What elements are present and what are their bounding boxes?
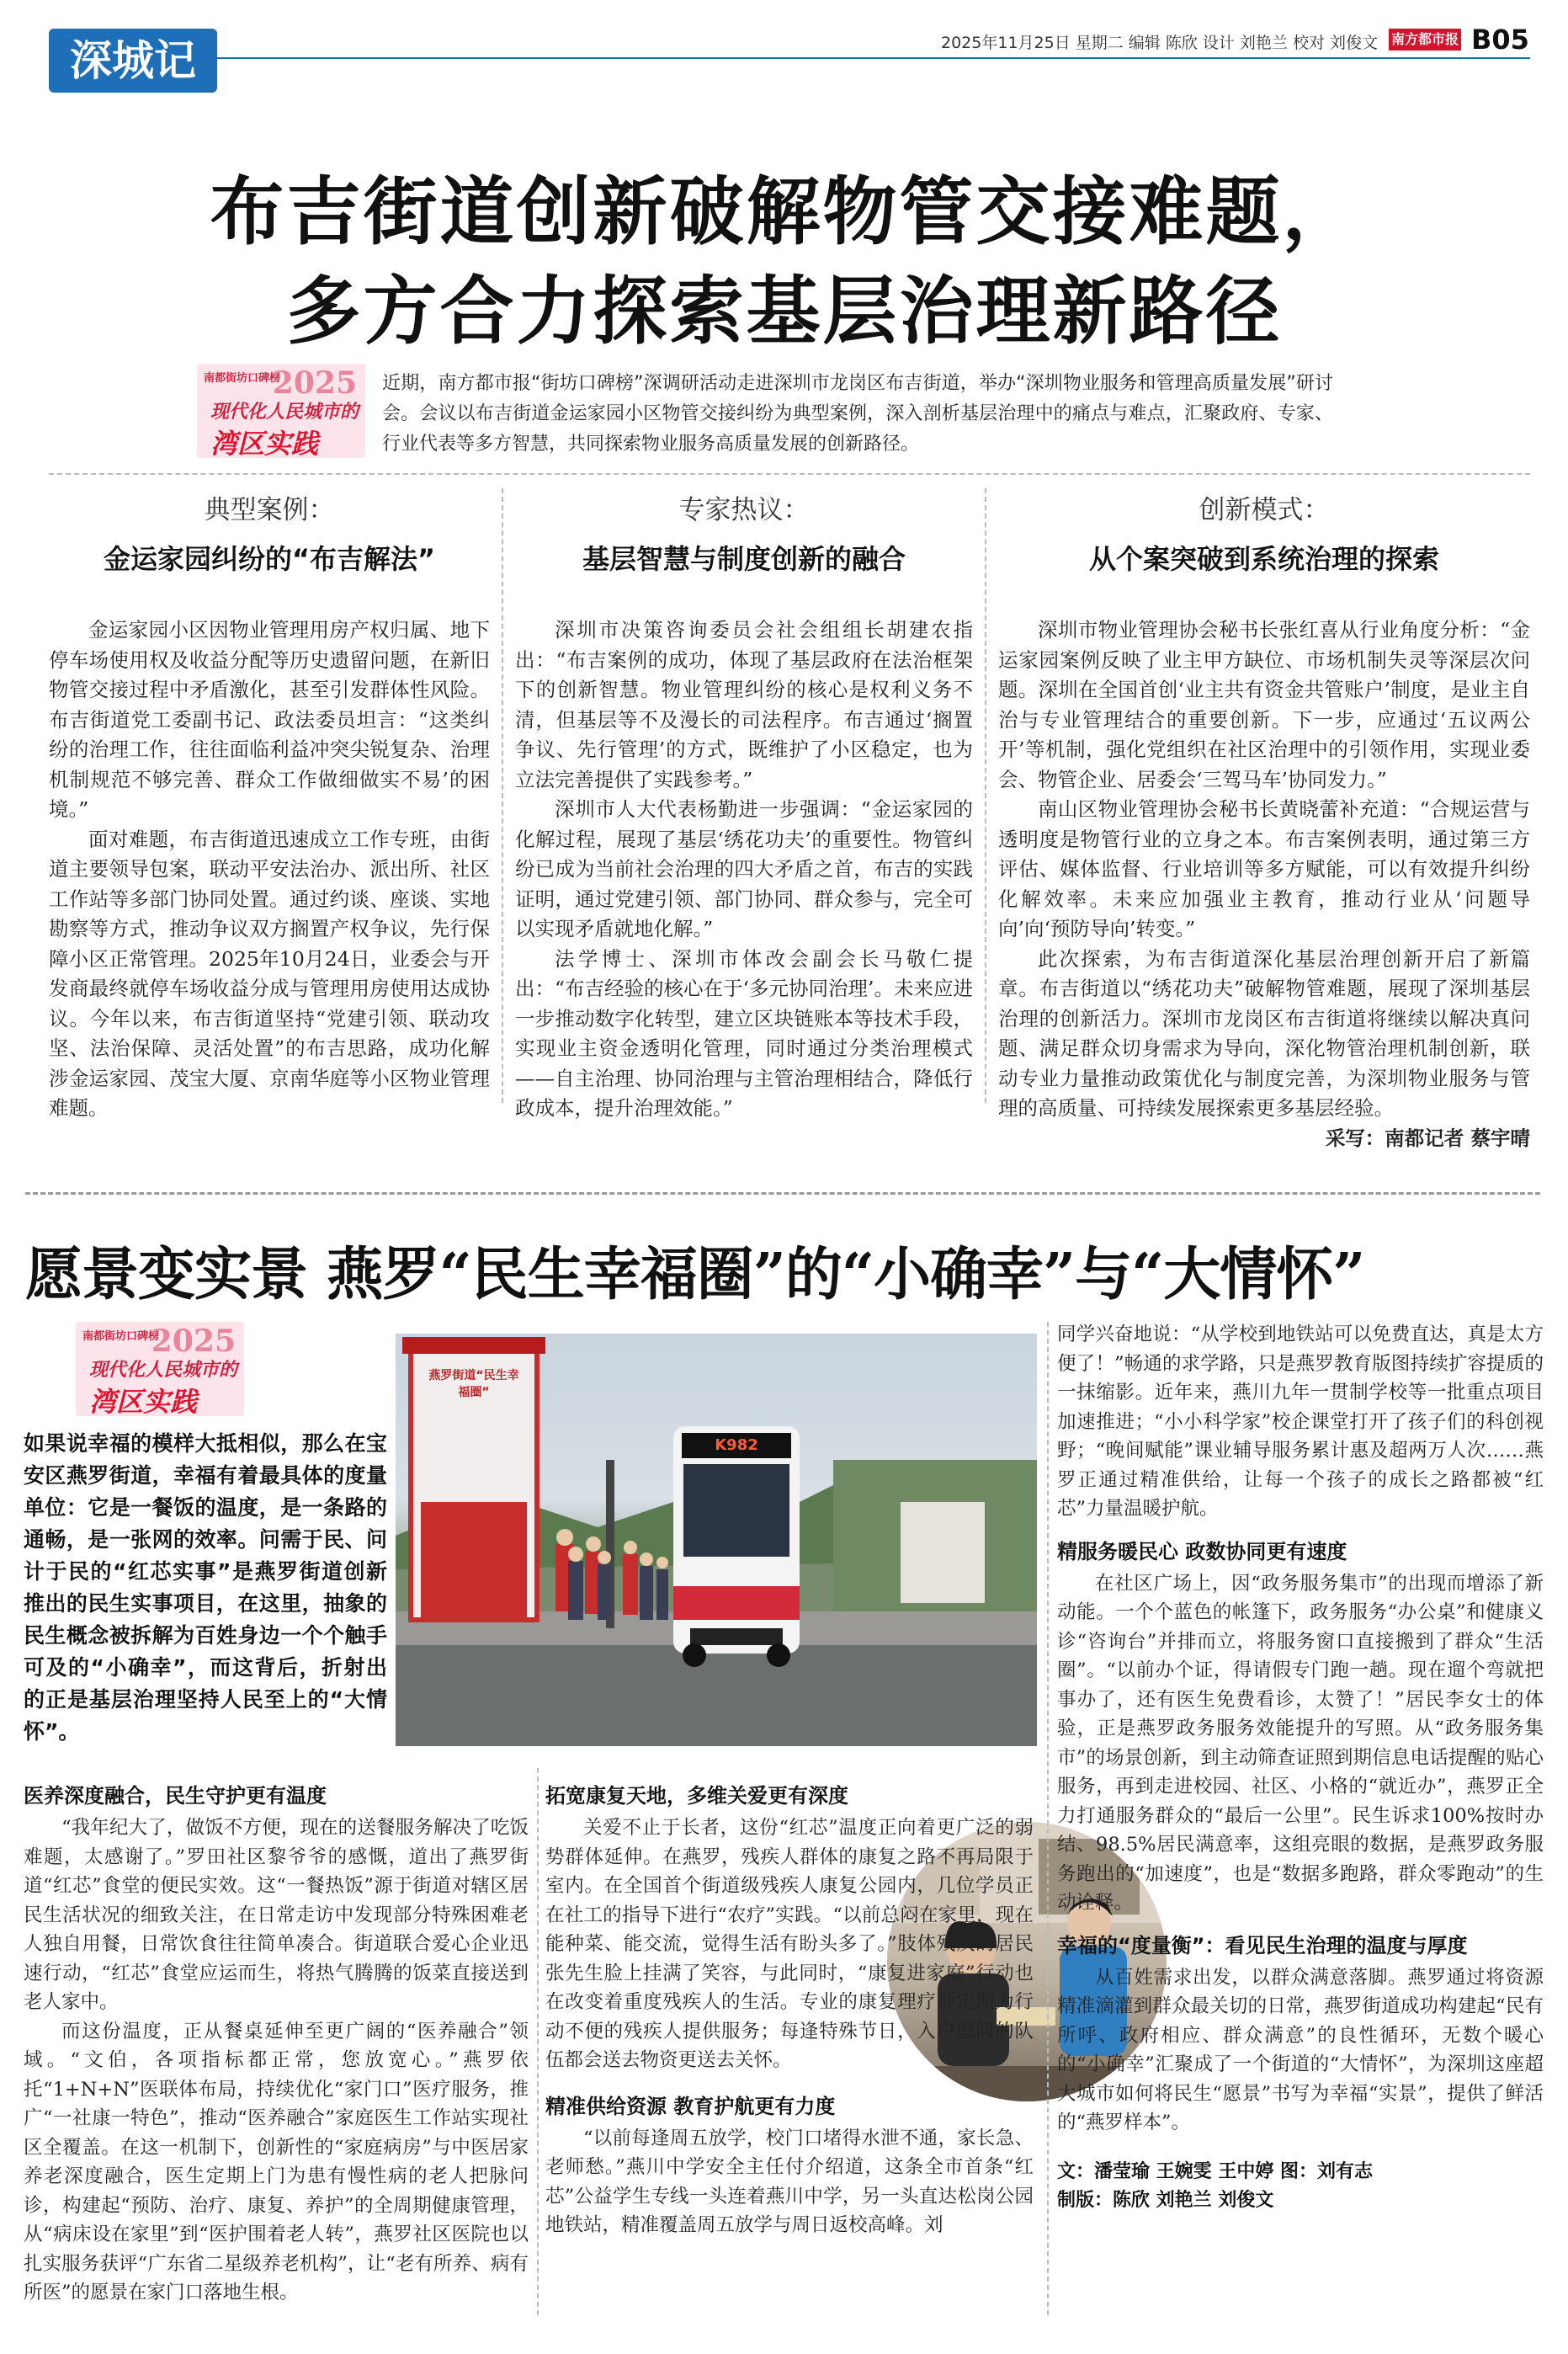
paragraph: 深圳市人大代表杨勤进一步强调：“金运家园的化解过程，展现了基层‘绣花功夫’的重要性。物管纠纷已成为当前社会治理的四大矛盾之首，布吉的实践证明，通过党建引领、部门协同、群众参与，完全可以实现矛盾就地化解。”	[515, 797, 973, 940]
credits-line-1: 文：潘莹瑜 王婉雯 王中婷 图：刘有志	[1057, 2160, 1373, 2182]
sec1-body	[24, 1813, 529, 2308]
col3-byline: 采写：南都记者 蔡宇晴	[1325, 1126, 1530, 1150]
story1-headline-2: 多方合力探索基层治理新路径	[286, 268, 1283, 354]
col3-top-body: 同学兴奋地说：“从学校到地铁站可以免费直达，真是太方便了！”畅通的求学路，只是燕罗教育版图持续扩容提质的一抹缩影。近年来，燕川九年一贯制学校等一批重点项目加速推进；“小小科学家”校企课堂打开了孩子们的科创视野；“晚间赋能”课业辅导服务累计惠及超两万人次……燕罗正通过精准供给，让每一个孩子的成长之路都被“红芯”力量温暖护航。	[1057, 1323, 1544, 1520]
paragraph: 深圳市决策咨询委员会社会组组长胡建农指出：“布吉案例的成功，体现了基层政府在法治框架下的创新智慧。物业管理纠纷的核心是权利义务不清，但基层等不及漫长的司法程序。布吉通过‘搁置争议、先行管理’的方式，既维护了小区稳定，也为立法完善提供了实践参考。”	[515, 618, 973, 791]
col2-title: 基层智慧与制度创新的融合	[582, 543, 906, 575]
story-separator	[25, 1192, 1540, 1195]
story1-col-divider-2	[985, 488, 986, 1103]
badge-line3: 湾区实践	[89, 1386, 198, 1416]
badge-line1: 南都街坊口碑榜	[82, 1330, 160, 1343]
story2-col1	[24, 1781, 529, 2308]
sec2-body	[545, 1813, 1034, 2075]
section-tab: 深城记	[49, 29, 217, 93]
paragraph: 南山区物业管理协会秘书长黄晓蕾补充道：“合规运营与透明度是物管行业的立身之本。布吉案例表明，通过第三方评估、媒体监督、行业培训等多方赋能，可以有效提升纠纷化解效率。未来应加强业主教育，推动行业从‘问题导向’向‘预防导向’转变。”	[998, 797, 1530, 940]
story1-col-divider-1	[502, 488, 503, 1103]
sec4-heading: 精服务暖民心 政数协同更有速度	[1057, 1539, 1347, 1563]
paragraph: “我年纪大了，做饭不方便，现在的送餐服务解决了吃饭难题，太感谢了。”罗田社区黎爷爷的感慨，道出了燕罗街道“红芯”食堂的便民实效。这“一餐热饭”源于街道对辖区居民生活状况的细致关注，在日常走访中发现部分特殊困难老人独自用餐，日常饮食往往简单凑合。街道联合爱心企业迅速行动，“红芯”食堂应运而生，将热气腾腾的饭菜直接送到老人家中。	[24, 1817, 529, 2013]
story1-intro: 近期，南方都市报“街坊口碑榜”深调研活动走进深圳市龙岗区布吉街道，举办“深圳物业服务和管理高质量发展”研讨会。会议以布吉街道金运家园小区物管交接纠纷为典型案例，深入剖析基层治理中的痛点与难点，汇聚政府、专家、行业代表等多方智慧，共同探索物业服务高质量发展的创新路径。	[382, 373, 1333, 455]
col3-kicker: 创新模式：	[1199, 495, 1330, 525]
paragraph: 从百姓需求出发，以群众满意落脚。燕罗通过将资源精准滴灌到群众最关切的日常，燕罗街道成功构建起“民有所呼、政府相应、群众满意”的良性循环，无数个暖心的“小确幸”汇聚成了一个街道的“大情怀”，为深圳这座超大城市如何将民生“愿景”书写为幸福“实景”，提供了鲜活的“燕罗样本”。	[1057, 1966, 1544, 2133]
sec4-body	[1057, 1569, 1544, 1918]
col2-body	[515, 615, 973, 1124]
credits-line-2: 制版：陈欣 刘艳兰 刘俊文	[1057, 2189, 1274, 2211]
col1-title: 金运家园纠纷的“布吉解法”	[103, 543, 436, 575]
col1-kicker: 典型案例：	[204, 495, 335, 525]
bus-route-number: K982	[715, 1436, 758, 1454]
story2-col-divider-1	[537, 1768, 539, 2315]
badge-year: 2025	[151, 1323, 236, 1359]
header-rule	[217, 57, 1530, 59]
story2-col2	[545, 1781, 1034, 2240]
col1-body	[49, 615, 490, 1124]
col3-body	[998, 615, 1530, 1153]
badge-year: 2025	[272, 365, 357, 401]
series-badge	[197, 364, 365, 458]
story1-col1	[49, 488, 490, 1124]
paragraph: 深圳市物业管理协会秘书长张红喜从行业角度分析：“金运家园案例反映了业主甲方缺位、市场机制失灵等深层次问题。深圳在全国首创‘业主共有资金共管账户’制度，是业主自治与专业管理结合的重要创新。下一步，应通过‘五议两公开’等机制，强化党组织在社区治理中的引领作用，实现业委会、物管企业、居委会‘三驾马车’协同发力。”	[998, 618, 1530, 791]
sec2-heading: 拓宽康复天地，多维关爱更有深度	[545, 1784, 848, 1808]
bus-stop-sign: 燕罗街道“民生幸福圈”	[428, 1369, 519, 1399]
sec3-heading: 精准供给资源 教育护航更有力度	[545, 2094, 836, 2118]
col2-kicker: 专家热议：	[678, 495, 810, 525]
paragraph: 金运家园小区因物业管理用房产权归属、地下停车场使用权及收益分配等历史遗留问题，在新旧物管交接过程中矛盾激化，甚至引发群体性风险。布吉街道党工委副书记、政法委员坦言：“这类纠纷的治理工作，往往面临利益冲突尖锐复杂、治理机制规范不够完善、群众工作做细做实不易’的困境。”	[49, 618, 490, 821]
sec3-body	[545, 2124, 1034, 2240]
story1-col3	[998, 488, 1530, 1153]
series-badge-2	[76, 1322, 244, 1416]
badge-line1: 南都街坊口碑榜	[204, 372, 281, 385]
header-meta: 2025年11月25日 星期二 编辑 陈欣 设计 刘艳兰 校对 刘俊文	[941, 34, 1378, 52]
paper-logo: 南方都市报	[1389, 29, 1461, 51]
paragraph: 而这份温度，正从餐桌延伸至更广阔的“医养融合”领域。“文伯，各项指标都正常，您放宽心。”燕罗依托“1+N+N”医联体布局，持续优化“家门口”医疗服务，推广“一社康一特色”，推动“医养融合”家庭医生工作站实现社区全覆盖。在这一机制下，创新性的“家庭病房”与中医居家养老深度融合，医生定期上门为患有慢性病的老人把脉问诊，构建起“预防、治疗、康复、养护”的全周期健康管理，从“病床设在家里”到“医护围着老人转”，燕罗社区医院也以扎实服务获评“广东省二星级养老机构”，让“老有所养、病有所医”的愿景在家门口落地生根。	[24, 2020, 529, 2303]
sec5-body	[1057, 1963, 1544, 2138]
story1-intro-rule	[49, 473, 1530, 475]
badge-line2: 现代化人民城市的	[89, 1360, 238, 1381]
paragraph: 关爱不止于长者，这份“红芯”温度正向着更广泛的弱势群体延伸。在燕罗，残疾人群体的康复之路不再局限于室内。在全国首个街道级残疾人康复公园内，几位学员正在社工的指导下进行“农疗”实践。“以前总闷在家里，现在能种菜、能交流，觉得生活有盼头多了。”肢体残疾的居民张先生脸上挂满了笑容，与此同时，“康复进家庭”行动也在改变着重度残疾人的生活。专业的康复理疗师定期为行动不便的残疾人提供服务；每逢特殊节日，入户慰问的队伍都会送去物资更送去关怀。	[545, 1817, 1034, 2071]
story2-col3	[1057, 1320, 1544, 2215]
story1-col2	[515, 488, 973, 1124]
badge-line3: 湾区实践	[210, 428, 319, 458]
sec5-heading: 幸福的“度量衡”：看见民生治理的温度与厚度	[1057, 1933, 1468, 1957]
story1-headline-1: 布吉街道创新破解物管交接难题，	[210, 168, 1359, 255]
col3-title: 从个案突破到系统治理的探索	[1088, 543, 1439, 575]
paragraph: 法学博士、深圳市体改会副会长马敬仁提出：“布吉经验的核心在于‘多元协同治理’。未来应进一步推动数字化转型，建立区块链账本等技术手段，实现业主资金透明化管理，同时通过分类治理模式——自主治理、协同治理与主管治理相结合，降低行政成本，提升治理效能。”	[515, 946, 973, 1120]
story2-lead: 如果说幸福的模样大抵相似，那么在宝安区燕罗街道，幸福有着最具体的度量单位：它是一餐饭的温度，是一条路的通畅，是一张网的效率。问需于民、问计于民的“红芯实事”是燕罗街道创新推出的民生实事项目，在这里，抽象的民生概念被拆解为百姓身边一个个触手可及的“小确幸”，而这背后，折射出的正是基层治理坚持人民至上的“大情怀”。	[24, 1431, 387, 1744]
paragraph: 面对难题，布吉街道迅速成立工作专班，由街道主要领导包案，联动平安法治办、派出所、社区工作站等多部门协同处置。通过约谈、座谈、实地勘察等方式，推动争议双方搁置产权争议，先行保障小区正常管理。2025年10月24日，业委会与开发商最终就停车场收益分成与管理用房使用达成协议。今年以来，布吉街道坚持“党建引领、联动攻坚、法治保障、灵活处置”的布吉思路，成功化解涉金运家园、茂宝大厦、京南华庭等小区物业管理难题。	[49, 827, 490, 1120]
sec1-heading: 医养深度融合，民生守护更有温度	[24, 1784, 327, 1808]
story2-headline: 愿景变实景 燕罗“民生幸福圈”的“小确幸”与“大情怀”	[25, 1241, 1365, 1308]
badge-line2: 现代化人民城市的	[210, 402, 359, 423]
bus-photo	[396, 1334, 1037, 1746]
paragraph: “以前每逢周五放学，校门口堵得水泄不通，家长急、老师愁。”燕川中学安全主任付介绍道，这条全市首条“红芯”公益学生专线一头连着燕川中学，另一头直达松岗公园地铁站，精准覆盖周五放学与周日返校高峰。刘	[545, 2127, 1034, 2236]
paragraph: 此次探索，为布吉街道深化基层治理创新开启了新篇章。布吉街道以“绣花功夫”破解物管难题，展现了深圳基层治理的创新活力。深圳市龙岗区布吉街道将继续以解决真问题、满足群众切身需求为导向，深化物管治理机制创新，联动专业力量推动政策优化与制度完善，为深圳物业服务与管理的高质量、可持续发展探索更多基层经验。	[998, 946, 1530, 1120]
story2-col-divider-2	[1047, 1322, 1049, 2315]
page-number: B05	[1471, 24, 1529, 56]
paragraph: 在社区广场上，因“政务服务集市”的出现而增添了新动能。一个个蓝色的帐篷下，政务服务“办公桌”和健康义诊“咨询台”并排而立，将服务窗口直接搬到了群众“生活圈”。“以前办个证，得请假专门跑一趟。现在遛个弯就把事办了，还有医生免费看诊，太赞了！”居民李女士的体验，正是燕罗政务服务效能提升的写照。从“政务服务集市”的场景创新，到主动筛查证照到期信息电话提醒的贴心服务，再到走进校园、社区、小格的“就近办”，燕罗正全力打通服务群众的“最后一公里”。民生诉求100%按时办结、98.5%居民满意率，这组亮眼的数据，是燕罗政务服务跑出的“加速度”，也是“数据多跑路，群众零跑动”的生动诠释。	[1057, 1572, 1544, 1914]
